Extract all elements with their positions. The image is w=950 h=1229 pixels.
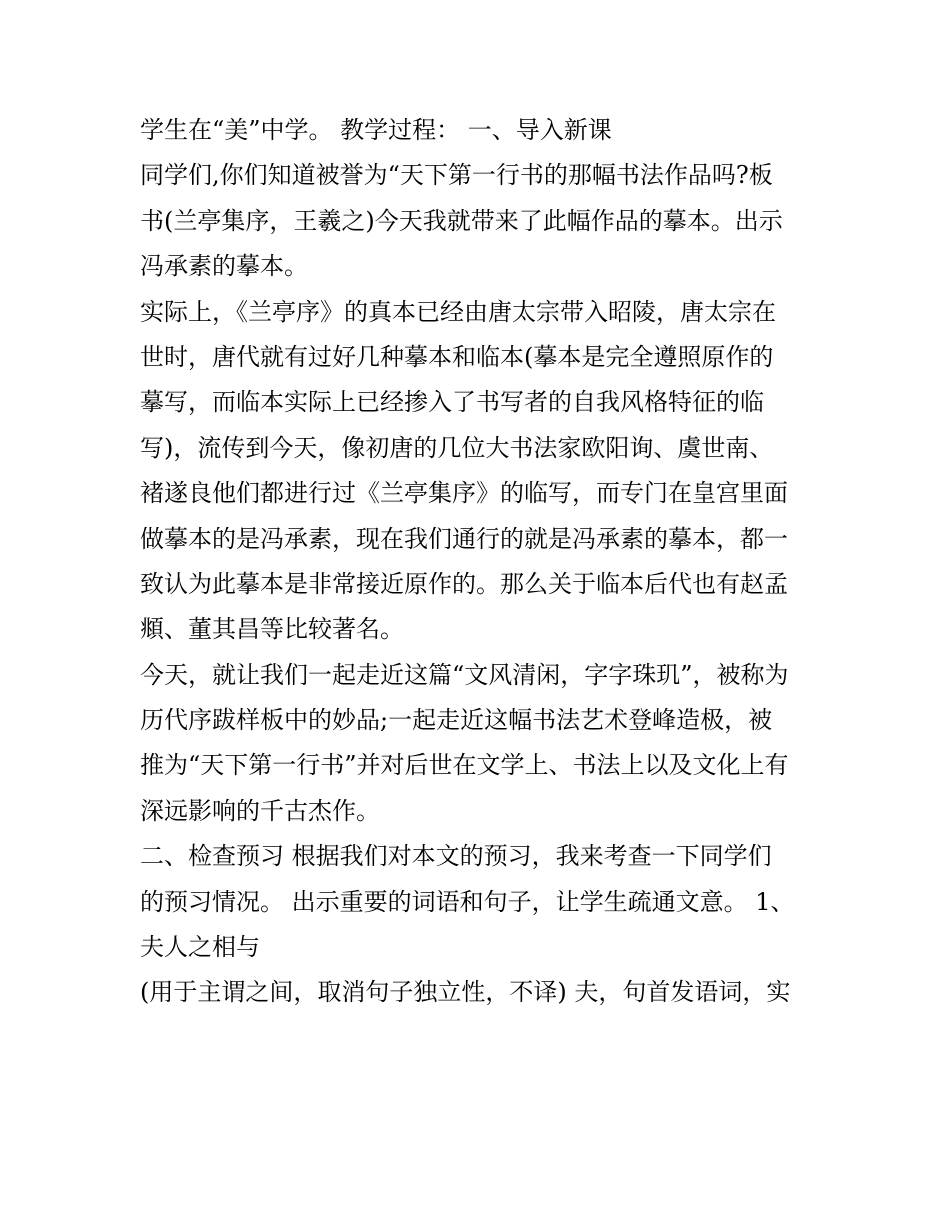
text-line: 二、检查预习 根据我们对本文的预习，我来考查一下同学们 [140,842,772,871]
text-line: 实际上，《兰亭序》的真本已经由唐太宗带入昭陵，唐太宗在 [140,297,776,326]
text-line: 的预习情况。 出示重要的词语和句子，让学生疏通文意。 1、 [140,887,795,916]
text-line: 致认为此摹本是非常接近原作的。那么关于临本后代也有赵孟 [140,569,788,598]
text-line: 深远影响的千古杰作。 [140,796,380,825]
text-line: 冯承素的摹本。 [140,252,308,281]
text-line: 世时，唐代就有过好几种摹本和临本(摹本是完全遵照原作的 [140,342,774,371]
text-line: 历代序跋样板中的妙品;一起走近这幅书法艺术登峰造极，被 [140,706,773,735]
text-line: (用于主谓之间，取消句子独立性，不译) 夫，句首发语词，实 [140,978,791,1007]
text-line: 褚遂良他们都进行过《兰亭集序》的临写，而专门在皇宫里面 [140,479,788,508]
text-line: 书(兰亭集序，王羲之)今天我就带来了此幅作品的摹本。出示 [140,206,783,235]
text-line: 学生在“美”中学。 教学过程： 一、导入新课 [140,116,612,144]
text-line: 頫、董其昌等比较著名。 [140,615,404,644]
text-line: 写)，流传到今天，像初唐的几位大书法家欧阳询、虞世南、 [140,433,774,462]
text-line: 夫人之相与 [140,933,260,962]
text-line: 做摹本的是冯承素，现在我们通行的就是冯承素的摹本，都一 [140,524,788,553]
text-line: 今天，就让我们一起走近这篇“文风清闲，字字珠玑”，被称为 [140,660,789,689]
text-line: 推为“天下第一行书”并对后世在文学上、书法上以及文化上有 [140,751,789,780]
document-body [140,108,820,1016]
text-line: 摹写，而临本实际上已经掺入了书写者的自我风格特征的临 [140,388,764,417]
text-line: 同学们,你们知道被誉为“天下第一行书的那幅书法作品吗?板 [140,161,773,190]
